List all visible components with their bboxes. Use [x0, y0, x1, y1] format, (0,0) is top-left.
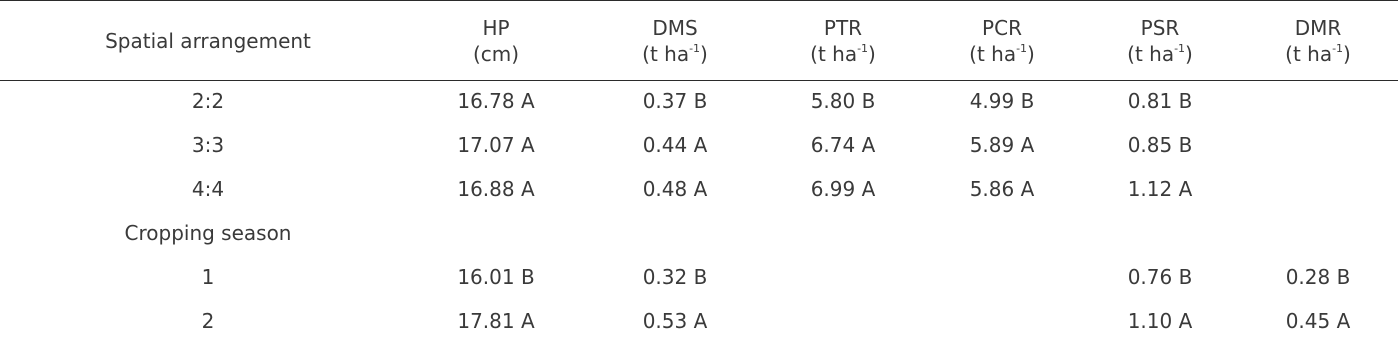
header-dms-unit-text: (t ha [642, 42, 690, 66]
cell-ptr: 6.74 A [810, 133, 876, 157]
header-psr-abbr: PSR [1140, 16, 1180, 40]
header-pcr-unit-sup: -1 [1016, 42, 1028, 55]
header-dmr-unit-text: (t ha [1285, 42, 1333, 66]
header-psr-unit-text: (t ha [1127, 42, 1175, 66]
header-psr-unit-close: ) [1185, 42, 1193, 66]
cell-pcr: 4.99 B [969, 89, 1035, 113]
cell-hp: 17.81 A [457, 309, 535, 333]
cell-dms: 0.53 A [642, 309, 708, 333]
header-hp-abbr: HP [482, 16, 510, 40]
row-label: 4:4 [191, 177, 225, 201]
header-ptr-unit-close: ) [868, 42, 876, 66]
row-label: 2:2 [191, 89, 225, 113]
cell-dms: 0.48 A [642, 177, 708, 201]
cell-psr: 0.85 B [1127, 133, 1193, 157]
table-top-rule [0, 0, 1398, 1]
cell-psr: 1.12 A [1127, 177, 1193, 201]
header-dms-unit-sup: -1 [689, 42, 701, 55]
header-ptr-unit [810, 42, 876, 66]
header-pcr-unit [969, 42, 1035, 66]
header-ptr-unit-text: (t ha [810, 42, 858, 66]
cell-hp: 16.88 A [457, 177, 535, 201]
cell-hp: 17.07 A [457, 133, 535, 157]
cell-dms: 0.44 A [642, 133, 708, 157]
header-pcr-abbr: PCR [982, 16, 1022, 40]
row-label: 3:3 [191, 133, 225, 157]
header-pcr-unit-text: (t ha [969, 42, 1017, 66]
cell-dms: 0.37 B [642, 89, 708, 113]
cell-dmr: 0.28 B [1285, 265, 1351, 289]
cell-psr: 1.10 A [1127, 309, 1193, 333]
header-dms-abbr: DMS [652, 16, 698, 40]
header-dms-unit-close: ) [700, 42, 708, 66]
header-dmr-abbr: DMR [1294, 16, 1342, 40]
header-bottom-rule [0, 80, 1398, 81]
cell-psr: 0.81 B [1127, 89, 1193, 113]
header-dmr-unit-sup: -1 [1332, 42, 1344, 55]
cell-hp: 16.78 A [457, 89, 535, 113]
header-spatial-arrangement: Spatial arrangement [105, 29, 311, 53]
cell-dms: 0.32 B [642, 265, 708, 289]
header-pcr-unit-close: ) [1027, 42, 1035, 66]
cell-ptr: 5.80 B [810, 89, 876, 113]
header-dmr-unit-close: ) [1343, 42, 1351, 66]
header-psr-unit-sup: -1 [1174, 42, 1186, 55]
header-ptr-unit-sup: -1 [857, 42, 869, 55]
header-ptr-abbr: PTR [823, 16, 863, 40]
header-dmr-unit [1285, 42, 1351, 66]
cell-pcr: 5.89 A [969, 133, 1035, 157]
cell-ptr: 6.99 A [810, 177, 876, 201]
cell-hp: 16.01 B [457, 265, 535, 289]
cell-psr: 0.76 B [1127, 265, 1193, 289]
section-label-cropping-season: Cropping season [124, 221, 292, 245]
cell-dmr: 0.45 A [1285, 309, 1351, 333]
header-hp-unit-text: (cm) [472, 42, 520, 66]
header-psr-unit [1127, 42, 1193, 66]
row-label: 2 [201, 309, 215, 333]
header-hp-unit [473, 42, 519, 66]
cell-pcr: 5.86 A [969, 177, 1035, 201]
header-dms-unit [642, 42, 708, 66]
row-label: 1 [201, 265, 215, 289]
